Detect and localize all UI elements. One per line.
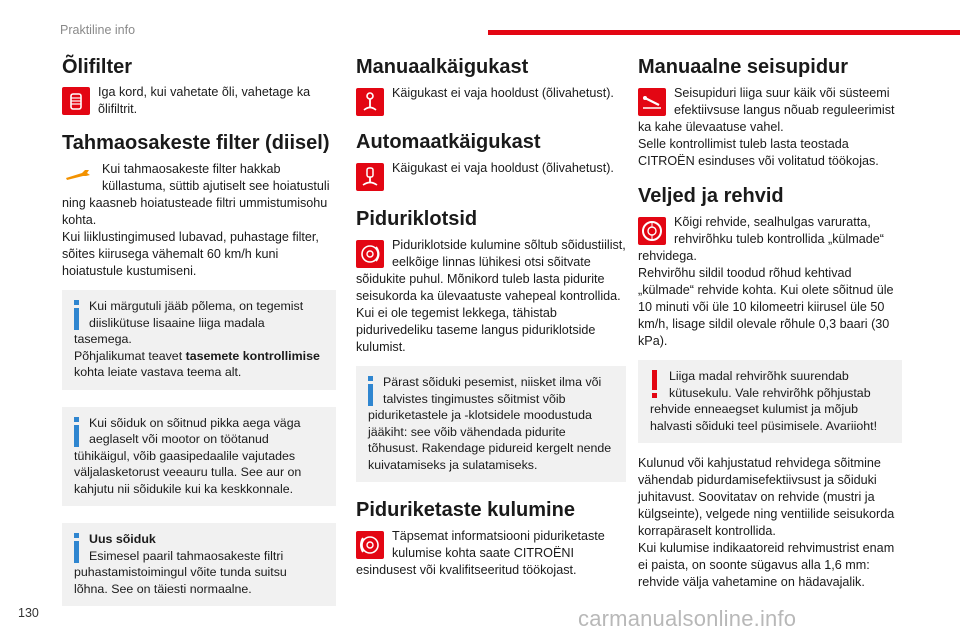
oil-filter-text: Iga kord, kui vahetate õli, vahetage ka õlifiltrit. xyxy=(98,85,311,116)
brake-discs-text: Täpsemat informatsiooni piduriketaste kulumise kohta saate CITROËNI esindusest või kvalifitseeritud töökojast. xyxy=(356,529,605,577)
particle-filter-text-2: Kui liiklustingimused lubavad, puhastage filter, sõites kiirusega vähemalt 60 km/h kuni hoiatustule kustumiseni. xyxy=(62,230,319,278)
wheels-text-2: Rehvirõhu sildil toodud rõhud kehtivad „külmade“ rehvide kohta. Kui olete sõitnud üle 10 minuti või üle 10 kilomeetri kiirusel üle 50 km/h, lisage sildil olevale rõhule 0,3 baari (30 kPa). xyxy=(638,266,894,348)
heading-brake-discs: Piduriketaste kulumine xyxy=(356,499,575,521)
parking-brake-text-1: Seisupiduri liiga suur käik või süsteemi efektiivsuse langus nõuab reguleerimist ka kahe ülevaatuse vahel. xyxy=(638,86,895,134)
section-header: Praktiline info xyxy=(60,23,136,37)
info-note-additive xyxy=(62,290,336,390)
heading-particle-filter: Tahmaosakeste filter (diisel) xyxy=(62,132,330,154)
automatic-gearbox-icon xyxy=(356,163,384,191)
note-additive-text: Kui märgutuli jääb põlema, on tegemist diislikütuse lisaaine liiga madala tasemega. xyxy=(74,299,304,346)
heading-manual-gearbox: Manuaalkäigukast xyxy=(356,56,529,78)
warning-tyre-pressure-text: Liiga madal rehvirõhk suurendab kütusekulu. Vale rehvirõhk põhjustab rehvide enneaegset kulumist ja mõjub halvasti sõiduki teel püsimisele. Avariioht! xyxy=(650,369,878,433)
parking-brake-icon xyxy=(638,88,666,116)
tyre-wear-text-1: Kulunud või kahjustatud rehvidega sõitmine vähendab pidurdamisefektiivsust ja sõiduki juhitavust. Soovitatav on rehvide (mustri ja külgseinte), velgede ning ventiilide seisukorda korrapäraselt kontrollida. xyxy=(638,456,895,538)
info-icon xyxy=(74,533,79,563)
wrench-icon xyxy=(62,164,94,186)
page-number: 130 xyxy=(18,606,39,620)
info-icon xyxy=(74,300,79,330)
info-note-steam xyxy=(62,407,336,507)
tyre-icon xyxy=(638,217,666,245)
heading-parking-brake: Manuaalne seisupidur xyxy=(638,56,849,78)
note-new-vehicle-text: Esimesel paaril tahmaosakeste filtri puhastamistoimingul võite tunda suitsu lõhna. See on täiesti normaalne. xyxy=(74,548,287,596)
column-middle xyxy=(356,56,626,579)
heading-oil-filter: Õlifilter xyxy=(62,56,133,78)
info-icon xyxy=(368,376,373,406)
brake-pads-text-1: Piduriklotside kulumine sõltub sõidustiilist, eelkõige linnas lühikesi otsi sõitvate sõidukite puhul. Mõnikord tuleb lasta pidurite seisukorda ka ülevaatuste vahepeal kontrollida. xyxy=(356,238,626,303)
automatic-gearbox-text: Käigukast ei vaja hooldust (õlivahetust). xyxy=(392,161,614,175)
note-new-vehicle-title: Uus sõiduk xyxy=(89,532,156,546)
manual-gearbox-icon xyxy=(356,88,384,116)
info-note-new-vehicle xyxy=(62,523,336,606)
particle-filter-text-1: Kui tahmaosakeste filter hakkab küllastuma, süttib ajutiselt see hoiatustuli ning kaasneb hoiatusteade filtri ummistumisohu kohta. xyxy=(62,162,330,227)
wheels-text-1: Kõigi rehvide, sealhulgas varuratta, rehvirõhku tuleb kontrollida „külmade“ rehvidega. xyxy=(638,215,884,263)
note-steam-text: Kui sõiduk on sõitnud pikka aega väga aeglaselt või mootor on töötanud tühikäigul, võib gaasipedaalile vajutades väljalasketorust veeauru tulla. See aur on kahjutu nii sõidukile kui ka keskkonnale. xyxy=(74,415,302,496)
note-additive-text-2: Põhjalikumat teavet tasemete kontrollimise kohta leiate vastava teema alt. xyxy=(74,348,320,379)
manual-gearbox-text: Käigukast ei vaja hooldust (õlivahetust). xyxy=(392,86,614,100)
heading-brake-pads: Piduriklotsid xyxy=(356,208,478,230)
info-note-brake-ice xyxy=(356,366,626,482)
heading-automatic-gearbox: Automaatkäigukast xyxy=(356,131,541,153)
info-icon xyxy=(74,417,79,447)
brake-pads-text-2: Kui ei ole tegemist lekkega, tähistab pidurivedeliku taseme langus piduriklotside kulumist. xyxy=(356,306,596,354)
note-brake-ice-text: Pärast sõiduki pesemist, niisket ilma või talvistes tingimustes sõitmist võib piduriketastele ja -klotsidele moodustuda jääkiht: see võib vähendada pidurite tõhusust. Rakendage pidureid kergelt nende kuivatamiseks ja sulatamiseks. xyxy=(368,375,612,472)
column-right xyxy=(638,56,902,591)
tyre-wear-text-2: Kui kulumise indikaatoreid rehvimustrist enam ei paista, on soonte sügavus alla 1,6 mm: rehvide välja vahetamine on hädavajalik. xyxy=(638,541,895,589)
brake-pads-icon xyxy=(356,240,384,268)
warning-icon xyxy=(652,370,657,400)
warning-note-tyre-pressure xyxy=(638,360,902,443)
oil-filter-icon xyxy=(62,87,90,115)
parking-brake-text-2: Selle kontrollimist tuleb lasta teostada CITROËN esinduses või volitatud töökojas. xyxy=(638,137,879,168)
header-accent-bar xyxy=(488,30,960,35)
brake-disc-icon xyxy=(356,531,384,559)
heading-wheels-tyres: Veljed ja rehvid xyxy=(638,185,784,207)
watermark: carmanualsonline.info xyxy=(578,606,797,631)
column-left xyxy=(62,56,336,606)
